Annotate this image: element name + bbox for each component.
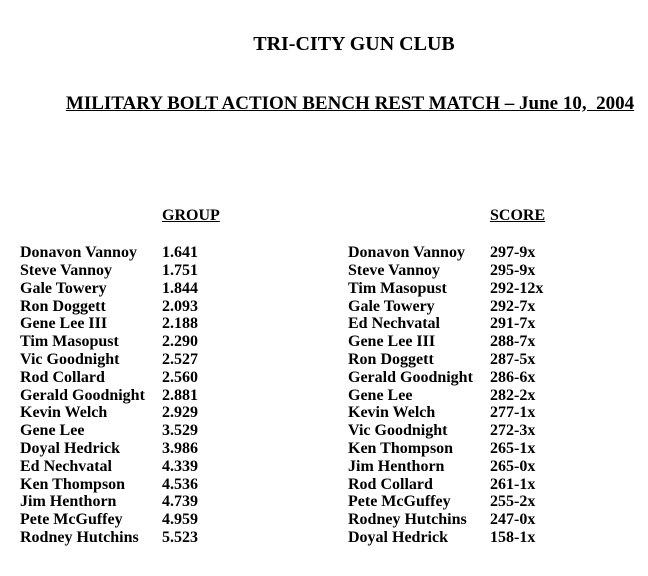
result-value: 1.641 xyxy=(162,244,198,262)
shooter-name: Gerald Goodnight xyxy=(348,368,473,386)
shooter-name: Donavon Vannoy xyxy=(348,244,465,262)
table-row xyxy=(348,369,545,387)
table-row xyxy=(348,511,545,529)
shooter-name: Doyal Hedrick xyxy=(348,529,448,547)
shooter-name: Rodney Hutchins xyxy=(20,529,139,547)
shooter-name: Gale Towery xyxy=(348,297,435,315)
table-row xyxy=(20,511,220,529)
shooter-name: Gene Lee xyxy=(348,386,413,404)
table-row xyxy=(348,404,545,422)
shooter-name: Rod Collard xyxy=(348,475,433,493)
result-value: 292-7x xyxy=(490,297,536,315)
table-row xyxy=(20,369,220,387)
result-value: 295-9x xyxy=(490,262,536,280)
result-value: 247-0x xyxy=(490,511,536,529)
shooter-name: Vic Goodnight xyxy=(20,351,120,369)
shooter-name: Pete McGuffey xyxy=(20,511,123,529)
result-value: 288-7x xyxy=(490,333,536,351)
score-results-rows xyxy=(348,244,545,547)
result-value: 292-12x xyxy=(490,279,544,297)
table-row xyxy=(348,387,545,405)
table-row xyxy=(20,298,220,316)
shooter-name: Doyal Hedrick xyxy=(20,440,120,458)
table-row xyxy=(348,280,545,298)
table-row xyxy=(348,262,545,280)
table-row xyxy=(348,422,545,440)
shooter-name: Kevin Welch xyxy=(20,404,108,422)
result-value: 2.929 xyxy=(162,404,198,422)
group-results-rows xyxy=(20,244,220,547)
table-row xyxy=(348,529,545,547)
result-value: 4.739 xyxy=(162,493,198,511)
table-row xyxy=(20,493,220,511)
result-value: 261-1x xyxy=(490,475,536,493)
shooter-name: Rod Collard xyxy=(20,368,105,386)
shooter-name: Ed Nechvatal xyxy=(20,457,112,475)
score-column-header: SCORE xyxy=(490,207,546,224)
table-row xyxy=(348,476,545,494)
result-value: 158-1x xyxy=(490,529,536,547)
shooter-name: Donavon Vannoy xyxy=(20,244,137,262)
result-value: 272-3x xyxy=(490,422,536,440)
table-row xyxy=(20,244,220,262)
shooter-name: Gale Towery xyxy=(20,279,107,297)
result-value: 287-5x xyxy=(490,351,536,369)
result-value: 255-2x xyxy=(490,493,536,511)
result-value: 265-0x xyxy=(490,457,536,475)
shooter-name: Ron Doggett xyxy=(348,351,434,369)
result-value: 3.986 xyxy=(162,440,198,458)
result-value: 5.523 xyxy=(162,529,198,547)
result-value: 4.536 xyxy=(162,475,198,493)
result-value: 2.093 xyxy=(162,297,198,315)
table-row xyxy=(20,333,220,351)
shooter-name: Gerald Goodnight xyxy=(20,386,145,404)
result-value: 2.290 xyxy=(162,333,198,351)
result-value: 4.959 xyxy=(162,511,198,529)
table-row xyxy=(20,440,220,458)
shooter-name: Kevin Welch xyxy=(348,404,436,422)
result-value: 3.529 xyxy=(162,422,198,440)
table-row xyxy=(348,244,545,262)
result-value: 2.560 xyxy=(162,368,198,386)
result-value: 265-1x xyxy=(490,440,536,458)
table-row xyxy=(348,351,545,369)
table-row xyxy=(20,351,220,369)
shooter-name: Ron Doggett xyxy=(20,297,106,315)
shooter-name: Gene Lee III xyxy=(348,333,436,351)
shooter-name: Vic Goodnight xyxy=(348,422,448,440)
shooter-name: Ed Nechvatal xyxy=(348,315,440,333)
table-row xyxy=(348,315,545,333)
result-value: 2.188 xyxy=(162,315,198,333)
table-row xyxy=(348,333,545,351)
result-value: 4.339 xyxy=(162,457,198,475)
result-value: 282-2x xyxy=(490,386,536,404)
shooter-name: Steve Vannoy xyxy=(348,262,441,280)
table-row xyxy=(20,315,220,333)
result-value: 2.881 xyxy=(162,386,198,404)
result-value: 286-6x xyxy=(490,368,536,386)
table-row xyxy=(20,476,220,494)
result-value: 291-7x xyxy=(490,315,536,333)
result-value: 1.751 xyxy=(162,262,198,280)
group-results-column xyxy=(20,207,220,547)
table-row xyxy=(348,458,545,476)
table-row xyxy=(348,493,545,511)
group-column-header: GROUP xyxy=(162,207,220,224)
result-value: 277-1x xyxy=(490,404,536,422)
shooter-name: Ken Thompson xyxy=(348,440,454,458)
score-results-column xyxy=(348,207,545,547)
result-value: 1.844 xyxy=(162,279,198,297)
shooter-name: Steve Vannoy xyxy=(20,262,113,280)
table-row xyxy=(20,280,220,298)
shooter-name: Pete McGuffey xyxy=(348,493,451,511)
shooter-name: Ken Thompson xyxy=(20,475,126,493)
shooter-name: Gene Lee xyxy=(20,422,85,440)
shooter-name: Tim Masopust xyxy=(20,333,119,351)
shooter-name: Gene Lee III xyxy=(20,315,108,333)
table-row xyxy=(348,298,545,316)
table-row xyxy=(20,529,220,547)
table-row xyxy=(20,422,220,440)
table-row xyxy=(20,387,220,405)
shooter-name: Tim Masopust xyxy=(348,279,447,297)
shooter-name: Rodney Hutchins xyxy=(348,511,467,529)
table-row xyxy=(348,440,545,458)
result-value: 2.527 xyxy=(162,351,198,369)
table-row xyxy=(20,262,220,280)
table-row xyxy=(20,404,220,422)
result-value: 297-9x xyxy=(490,244,536,262)
club-title: TRI-CITY GUN CLUB xyxy=(253,33,455,55)
table-row xyxy=(20,458,220,476)
match-title: MILITARY BOLT ACTION BENCH REST MATCH – June 10, 2004 xyxy=(65,93,635,114)
shooter-name: Jim Henthorn xyxy=(20,493,117,511)
shooter-name: Jim Henthorn xyxy=(348,457,445,475)
